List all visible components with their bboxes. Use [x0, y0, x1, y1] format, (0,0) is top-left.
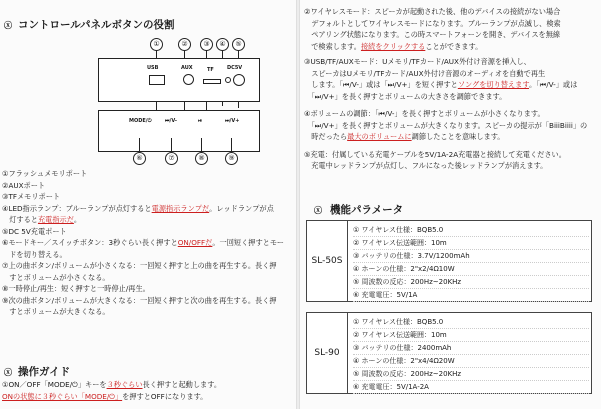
- control-panel-heading: コントロールパネルボタンの役割: [18, 19, 175, 31]
- list-item: ②AUXポート: [2, 180, 46, 190]
- model-label: SL-90: [307, 313, 348, 393]
- list-item: ⑤充電：付属している充電ケーブルを5V/1A-2A充電器と接続して充電ください。: [304, 149, 566, 159]
- list-item: ⑦上の曲ボタン/ボリュームが小さくなる：一回短く押すと上の曲を再生する。長く押: [2, 261, 277, 270]
- list-item: ③USB/TF/AUXモード：Uメモリ/TFカード/AUX外付け音源を挿入し、: [304, 57, 531, 66]
- list-item: で検索します。接続をクリックすることができます。: [304, 41, 483, 51]
- control-descriptions: [2, 168, 284, 318]
- spec-table-sl90: [306, 312, 592, 394]
- list-item: 灯すると充電指示だ。: [2, 215, 82, 224]
- list-item: ①ON／OFF「MODE/⏻」キーを３秒ぐらい長く押すと起動します。: [2, 380, 222, 389]
- usb-port-icon: [149, 75, 165, 85]
- section-marker-icon: ⓧ: [4, 368, 11, 377]
- list-item: します。「⏮/V-」或は「⏭/V+」を短く押すとソングを切り替えます。「⏮/V-」或は: [304, 80, 578, 89]
- list-item: 「⏭/V+」を長く押すとボリュームが大きくなります。スピーカの提示が「BiiiBiiii」の: [304, 120, 588, 130]
- list-item: ④LED指示ランプ：ブルーランプが点灯すると電源指示ランプだ。レッドランプが点: [2, 203, 274, 213]
- list-item: 充電中レッドランプが点灯し、フルになった後レッドランプが消えます。: [304, 161, 548, 170]
- list-item: ①フラッシュメモリポート: [2, 169, 88, 178]
- list-item: ⑤DC 5V充電ポート: [2, 226, 67, 236]
- spec-row: ② ワイヤレス伝送範囲：10m: [353, 329, 589, 342]
- spec-row: ⑥ 充電電圧：5V/1A-2A: [353, 381, 589, 394]
- list-item: ⑨次の曲ボタン/ボリュームが大きくなる：一回短く押すと次の曲を再生する。長く押: [2, 295, 277, 305]
- device-top-panel: [98, 58, 260, 102]
- list-item: 「⏭/V+」を長く押すとボリュームの大きさを調節できます。: [304, 91, 507, 101]
- mode-label: MODE/⏻: [129, 118, 152, 124]
- operation-guide: [2, 379, 221, 402]
- list-item: ONの状態に３秒ぐらい「MODE/⏻」を押すとOFFになります。: [2, 391, 208, 401]
- spec-row: ① ワイヤレス仕様：BQB5.0: [353, 316, 589, 329]
- next-label: ⏭/V+: [225, 118, 240, 124]
- spec-row: ① ワイヤレス仕様：BQB5.0: [353, 224, 589, 237]
- spec-row: ④ ホーンの仕様：2"x2/4Ω10W: [353, 263, 589, 276]
- list-item: ②ワイヤレスモード：スピーカが起動された後、他のデバイスの接続がない場合: [304, 7, 561, 16]
- model-label: SL-50S: [307, 221, 348, 301]
- callout: ⑦: [165, 152, 178, 165]
- spec-row: ③ バッテリの仕様：2400mAh: [353, 342, 589, 355]
- list-item: 時だったら最大のボリュームに調節したことを意味します。: [304, 132, 505, 141]
- list-item: すとボリュームが小さくなる。: [2, 272, 110, 282]
- spec-row: ② ワイヤレス伝送範囲：10m: [353, 237, 589, 250]
- callout: ③: [200, 38, 213, 51]
- left-page: [0, 0, 296, 409]
- callout: ⑧: [195, 152, 208, 165]
- tf-slot-icon: [203, 79, 221, 84]
- list-item: ⑥モードキー／スイッチボタン：3秒ぐらい長く押すとON/OFFだ。一回短く押すとモー: [2, 238, 284, 247]
- list-item: ⑧一時停止/再生：短く押すと一時停止/再生。: [2, 284, 150, 293]
- mode-descriptions: [304, 6, 587, 172]
- spec-row: ⑤ 周波数の反応：200Hz~20KHz: [353, 276, 589, 289]
- callout: ⑨: [225, 152, 238, 165]
- aux-port-icon: [183, 74, 194, 85]
- callout: ②: [178, 38, 191, 51]
- spec-row: ④ ホーンの仕様：2"x4/4Ω20W: [353, 355, 589, 368]
- list-item: ドを切り替える。: [2, 249, 67, 259]
- list-item: すとボリュームが大きくなる。: [2, 307, 110, 316]
- operation-guide-heading: 操作ガイド: [18, 366, 71, 378]
- led-indicator-icon: [225, 77, 231, 83]
- tf-label: TF: [207, 67, 214, 73]
- list-item: ④ボリュームの調節：「⏮/V-」を長く押すとボリュームが小さくなります。: [304, 109, 545, 118]
- callout: ⑤: [232, 38, 245, 51]
- spec-heading: 機能パラメータ: [330, 204, 404, 216]
- list-item: ③TFメモリポート: [2, 192, 61, 201]
- section-marker-icon: ⓧ: [4, 21, 11, 30]
- spec-row: ③ バッテリの仕様：3.7V/1200mAh: [353, 250, 589, 263]
- spec-table-sl50s: [306, 220, 592, 302]
- aux-label: AUX: [181, 65, 193, 71]
- control-panel-diagram: [90, 38, 290, 168]
- list-item: デフォルトとしてワイヤレスモードになります。ブルーランプが点滅し、検索: [304, 18, 561, 28]
- usb-label: USB: [147, 65, 159, 71]
- play-label: ⏯: [198, 118, 203, 124]
- prev-label: ⏮/V-: [165, 118, 177, 124]
- dc5v-label: DC5V: [227, 65, 243, 71]
- callout: ①: [150, 38, 163, 51]
- spec-row: ⑥ 充電電圧：5V/1A: [353, 289, 589, 302]
- device-front-panel: [98, 110, 260, 152]
- spec-row: ⑤ 周波数の反応：200Hz~20KHz: [353, 368, 589, 381]
- list-item: スピーカはUメモリ/TFカード/AUX外付け音源のオーディオを自動で再生: [304, 68, 546, 78]
- callout: ④: [216, 38, 229, 51]
- list-item: ペアリング状態になります。この時スマートフォーンを開き、デバイスを無線: [304, 30, 561, 39]
- callout: ⑥: [133, 152, 146, 165]
- right-page: [300, 0, 601, 409]
- dc-port-icon: [233, 74, 245, 86]
- section-marker-icon: ⓧ: [314, 206, 321, 215]
